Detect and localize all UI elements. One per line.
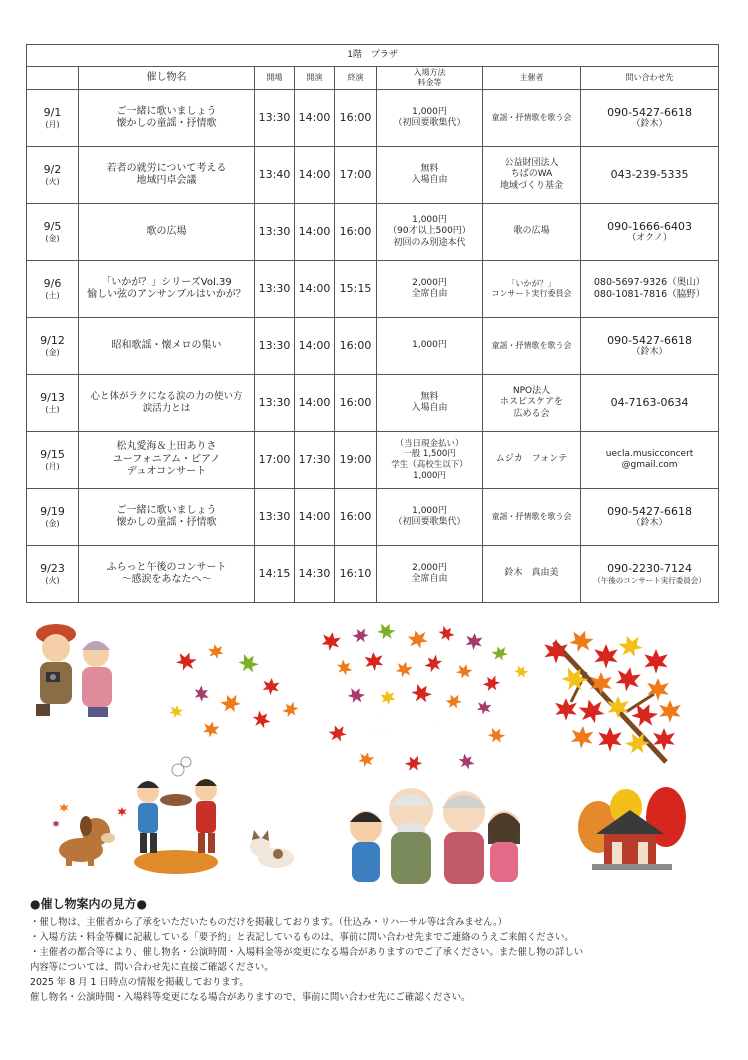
event-contact: 090-2230-7124 — [607, 562, 693, 576]
event-start-time: 14:00 — [295, 261, 335, 318]
event-end-time: 16:00 — [335, 318, 377, 375]
event-contact-cell — [581, 261, 719, 318]
event-contact: 090-1666-6403 — [607, 219, 693, 233]
event-weekday: (土) — [45, 290, 60, 300]
header-start: 開演 — [295, 67, 335, 90]
event-start-time: 17:30 — [295, 432, 335, 489]
event-start-time: 14:00 — [295, 147, 335, 204]
event-contact-sub: （鈴木） — [631, 119, 668, 130]
event-end-time: 16:00 — [335, 204, 377, 261]
event-start-time: 14:00 — [295, 90, 335, 147]
table-row — [27, 204, 719, 261]
event-date: 9/5 — [43, 220, 62, 234]
event-start-time: 14:00 — [295, 375, 335, 432]
event-weekday: (金) — [45, 233, 60, 243]
event-open-time: 13:30 — [255, 375, 295, 432]
event-fee: （当日現金払い） 一般 1,500円 学生（高校生以下） 1,000円 — [377, 432, 483, 489]
event-date-cell — [27, 204, 79, 261]
event-open-time: 13:30 — [255, 489, 295, 546]
event-weekday: (土) — [45, 404, 60, 414]
event-date: 9/2 — [43, 163, 62, 177]
event-end-time: 15:15 — [335, 261, 377, 318]
dog-illustration — [52, 803, 126, 866]
event-open-time: 13:30 — [255, 204, 295, 261]
event-fee: 1,000円 （初回要歌集代） — [377, 90, 483, 147]
table-row — [27, 375, 719, 432]
notes-line: 2025 年 8 月 1 日時点の情報を掲載しております。 — [30, 977, 249, 988]
event-start-time: 14:00 — [295, 204, 335, 261]
event-contact: 04-7163-0634 — [610, 396, 689, 410]
event-date-cell — [27, 432, 79, 489]
event-organizer: NPO法人 ホスピスケアを 広める会 — [483, 375, 581, 432]
floor-label: 1階 プラザ — [27, 45, 719, 67]
event-contact: 090-5427-6618 — [607, 333, 693, 347]
event-title: 松丸愛海＆上田ありさ ユーフォニアム・ピアノ デュオコンサート — [79, 432, 255, 489]
event-fee: 無料 入場自由 — [377, 375, 483, 432]
table-row — [27, 90, 719, 147]
event-contact: 090-5427-6618 — [607, 504, 693, 518]
event-end-time: 19:00 — [335, 432, 377, 489]
event-organizer: 童謡・抒情歌を歌う会 — [483, 489, 581, 546]
event-open-time: 13:30 — [255, 261, 295, 318]
event-end-time: 17:00 — [335, 147, 377, 204]
event-open-time: 13:30 — [255, 90, 295, 147]
event-date-cell — [27, 546, 79, 603]
event-date: 9/13 — [40, 391, 65, 405]
event-weekday: (金) — [45, 518, 60, 528]
event-date-cell — [27, 147, 79, 204]
event-open-time: 13:30 — [255, 318, 295, 375]
header-organizer: 主催者 — [483, 67, 581, 90]
table-row — [27, 546, 719, 603]
event-contact-cell — [581, 375, 719, 432]
event-date-cell — [27, 261, 79, 318]
event-date: 9/15 — [40, 448, 65, 462]
event-fee: 2,000円 全席自由 — [377, 261, 483, 318]
children-raking-leaves-illustration — [134, 757, 218, 874]
event-contact-sub: （鈴木） — [631, 518, 668, 529]
header-end: 終演 — [335, 67, 377, 90]
event-contact: uecla.musicconcert @gmail.com — [605, 448, 694, 470]
header-event: 催し物名 — [79, 67, 255, 90]
header-open: 開場 — [255, 67, 295, 90]
event-contact-cell — [581, 204, 719, 261]
header-fee: 入場方法 料金等 — [377, 67, 483, 90]
event-contact-sub: （オクノ） — [627, 233, 672, 244]
event-weekday: (火) — [45, 575, 60, 585]
event-contact: 090-5427-6618 — [607, 105, 693, 119]
notes-section — [30, 895, 720, 1005]
event-contact-cell — [581, 90, 719, 147]
event-contact-cell — [581, 489, 719, 546]
event-schedule-table — [26, 44, 719, 603]
event-organizer: ムジカ フォンテ — [483, 432, 581, 489]
event-open-time: 17:00 — [255, 432, 295, 489]
event-fee: 1,000円 （90才以上500円） 初回のみ別途本代 — [377, 204, 483, 261]
notes-line: 内容等については、問い合わせ先に直接ご確認ください。 — [30, 962, 274, 973]
table-row — [27, 432, 719, 489]
event-date-cell — [27, 318, 79, 375]
event-weekday: (金) — [45, 347, 60, 357]
event-fee: 1,000円 （初回要歌集代） — [377, 489, 483, 546]
event-end-time: 16:00 — [335, 90, 377, 147]
falling-leaves-center — [321, 620, 530, 774]
event-fee: 無料 入場自由 — [377, 147, 483, 204]
header-contact: 問い合わせ先 — [581, 67, 719, 90]
cat-illustration — [250, 830, 294, 868]
notes-heading: ●催し物案内の見方● — [30, 897, 147, 911]
autumn-illustration-area — [26, 612, 718, 892]
falling-leaves-left — [168, 643, 301, 739]
event-title: 心と体がラクになる涙の力の使い方 涙活力とは — [79, 375, 255, 432]
table-row — [27, 318, 719, 375]
event-contact: 080-5697-9326（奥山） 080-1081-7816（脇野） — [593, 277, 706, 300]
event-end-time: 16:10 — [335, 546, 377, 603]
event-end-time: 16:00 — [335, 375, 377, 432]
event-date-cell — [27, 489, 79, 546]
notes-line: ・主催者の都合等により、催し物名・公演時間・入場料金等が変更になる場合がありますのでご了承ください。また催し物の詳しい — [30, 947, 584, 958]
event-date-cell — [27, 375, 79, 432]
event-organizer: 「いかが？」 コンサート実行委員会 — [483, 261, 581, 318]
event-organizer: 童謡・抒情歌を歌う会 — [483, 318, 581, 375]
event-date-cell — [27, 90, 79, 147]
event-contact: 043-239-5335 — [610, 168, 689, 182]
table-row — [27, 261, 719, 318]
event-title: 若者の就労について考える 地域円卓会議 — [79, 147, 255, 204]
event-open-time: 14:15 — [255, 546, 295, 603]
event-date: 9/1 — [43, 106, 62, 120]
event-contact-sub: （午後のコンサート実行委員会） — [593, 576, 706, 586]
event-date: 9/6 — [43, 277, 62, 291]
autumn-maple-tree-illustration — [544, 627, 681, 762]
event-contact-cell — [581, 318, 719, 375]
notes-line: ・催し物は、主催者から了承をいただいたものだけを掲載しております。（仕込み・リハーサル等は含みません。） — [30, 917, 508, 928]
event-organizer: 歌の広場 — [483, 204, 581, 261]
event-contact-sub: （鈴木） — [631, 347, 668, 358]
event-contact-cell — [581, 147, 719, 204]
event-date: 9/12 — [40, 334, 65, 348]
notes-line: ・入場方法・料金等欄に記載している「要予約」と表記しているものは、事前に問い合わせ先までご連絡のうえご来館ください。 — [30, 932, 574, 943]
event-open-time: 13:40 — [255, 147, 295, 204]
event-title: ご一緒に歌いましょう 懐かしの童謡・抒情歌 — [79, 489, 255, 546]
table-row — [27, 147, 719, 204]
event-organizer: 鈴木 真由美 — [483, 546, 581, 603]
event-title: ご一緒に歌いましょう 懐かしの童謡・抒情歌 — [79, 90, 255, 147]
temple-autumn-illustration — [578, 787, 686, 870]
header-date — [27, 67, 79, 90]
grandparents-family-illustration — [350, 788, 520, 884]
event-date: 9/23 — [40, 562, 65, 576]
event-weekday: (月) — [45, 119, 60, 129]
event-title: 歌の広場 — [79, 204, 255, 261]
notes-line: 催し物名・公演時間・入場料等変更になる場合がありますので、事前に問い合わせ先にご確認ください。 — [30, 992, 471, 1003]
elderly-couple-camera-illustration — [36, 624, 112, 717]
event-weekday: (火) — [45, 176, 60, 186]
event-contact-cell — [581, 432, 719, 489]
event-start-time: 14:00 — [295, 489, 335, 546]
event-title: ふらっと午後のコンサート ～感涙をあなたへ～ — [79, 546, 255, 603]
event-title: 昭和歌謡・懐メロの集い — [79, 318, 255, 375]
table-row — [27, 489, 719, 546]
event-weekday: (月) — [45, 461, 60, 471]
event-fee: 1,000円 — [377, 318, 483, 375]
event-end-time: 16:00 — [335, 489, 377, 546]
event-organizer: 童謡・抒情歌を歌う会 — [483, 90, 581, 147]
floor-row — [27, 45, 719, 67]
event-start-time: 14:00 — [295, 318, 335, 375]
event-fee: 2,000円 全席自由 — [377, 546, 483, 603]
header-row — [27, 67, 719, 90]
autumn-illustration — [26, 612, 718, 892]
event-title: 「いかが？」シリーズVol.39 愉しい弦のアンサンブルはいかが？ — [79, 261, 255, 318]
event-organizer: 公益財団法人 ちばのWA 地域づくり基金 — [483, 147, 581, 204]
event-contact-cell — [581, 546, 719, 603]
keiro-no-hi-title: 敬老の日 — [360, 710, 468, 741]
event-date: 9/19 — [40, 505, 65, 519]
event-start-time: 14:30 — [295, 546, 335, 603]
